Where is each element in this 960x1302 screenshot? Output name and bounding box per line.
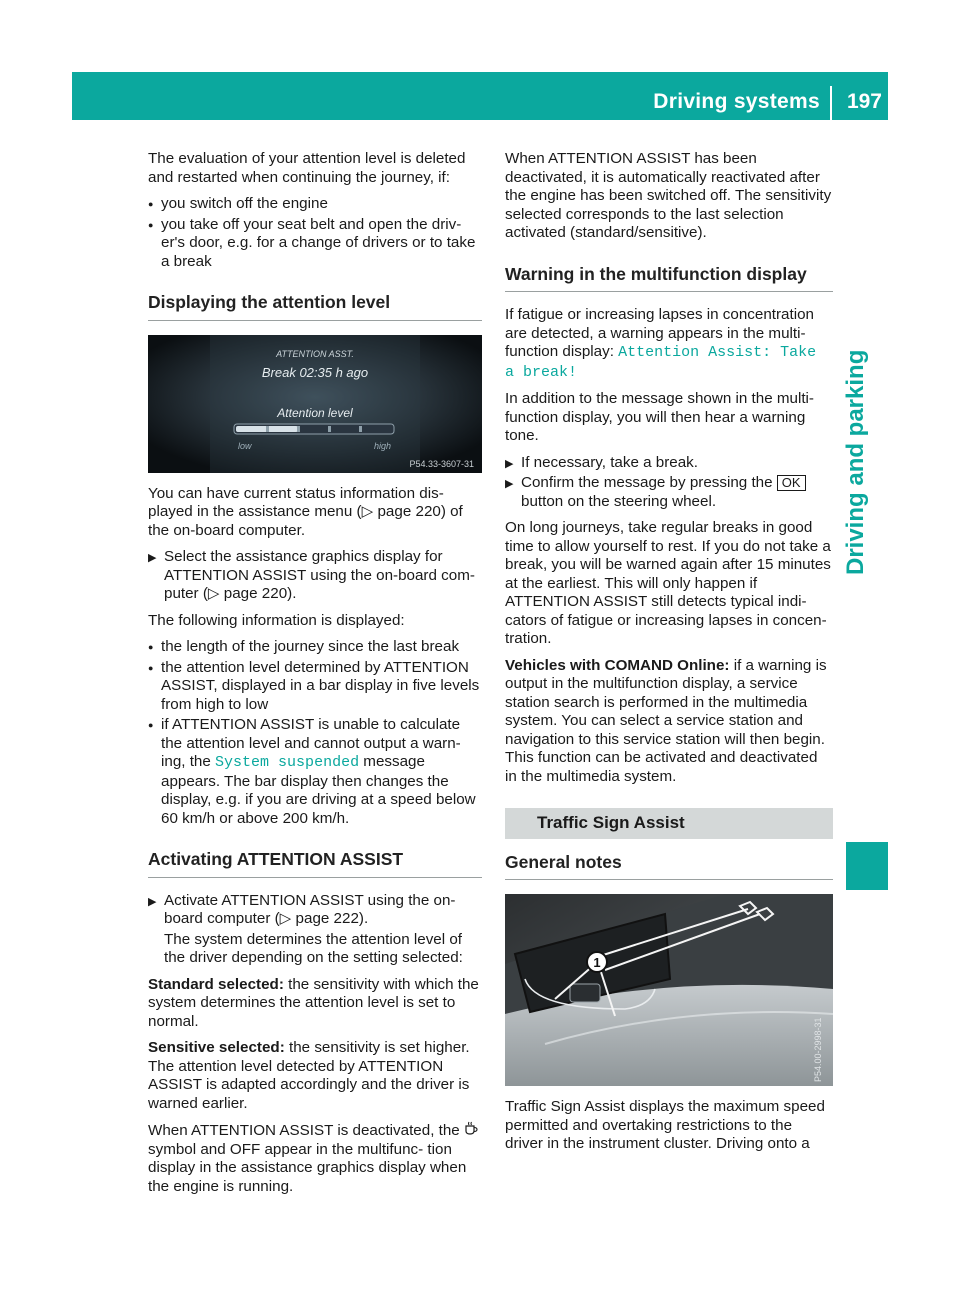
attention-assist-message: Attention Assist: Take a break! bbox=[505, 344, 817, 381]
list-item: ● the length of the journey since the last break bbox=[148, 638, 482, 657]
intro-paragraph: The evaluation of your attention level is deleted and restarted when continuing the journey, if: bbox=[148, 150, 466, 186]
instruction-step: ▶ Activate ATTENTION ASSIST using the on- board computer (▷ page 222). bbox=[148, 892, 482, 929]
display-title: ATTENTION ASST. bbox=[276, 348, 354, 359]
deactivated-pre: When ATTENTION ASSIST is deactivated, the bbox=[148, 1122, 464, 1139]
heading-displaying-attention-level: Displaying the attention level bbox=[148, 293, 482, 321]
figure-code: P54.33-3607-31 bbox=[409, 458, 474, 469]
callout-1: 1 bbox=[593, 955, 601, 970]
deactivated-post: symbol and OFF appear in the multifunc- tion display in the assistance graphics display when the engine is running. bbox=[148, 1140, 467, 1195]
instruction-step bbox=[505, 474, 833, 511]
tsa-paragraph: Traffic Sign Assist displays the maximum speed permitted and overtaking restrictions to the driver in the instrument cluster. Driving onto a bbox=[505, 1098, 825, 1152]
system-suspended-message: System suspended bbox=[215, 754, 360, 771]
heading-warning: Warning in the multifunction display bbox=[505, 265, 833, 293]
heading-general-notes: General notes bbox=[505, 853, 833, 881]
list-item: ● you take off your seat belt and open the driv- er's door, e.g. for a change of drivers or to take a break bbox=[148, 216, 482, 272]
standard-paragraph bbox=[148, 976, 482, 1032]
list-item: ● the attention level determined by ATTENTION ASSIST, displayed in a bar display in five levels from high to low bbox=[148, 659, 482, 715]
figure-code: P54.00-2998-31 bbox=[813, 1017, 823, 1082]
warning-pre: If fatigue or increasing lapses in concentration are detected, a warning appears in the multi- function display: bbox=[505, 306, 814, 360]
side-tab-label: Driving and parking bbox=[842, 349, 869, 575]
low-label: low bbox=[238, 440, 252, 451]
attention-level-figure bbox=[148, 335, 482, 473]
warning-paragraph bbox=[505, 306, 833, 382]
list-item: ● you switch off the engine bbox=[148, 195, 482, 214]
standard-label: Standard selected: bbox=[148, 975, 284, 993]
activate-result: The system determines the attention level of the driver depending on the setting selected: bbox=[164, 930, 463, 966]
attention-display-image bbox=[148, 335, 482, 473]
windscreen-camera-figure bbox=[505, 894, 833, 1086]
list-item bbox=[148, 716, 482, 828]
level-label: Attention level bbox=[277, 405, 353, 420]
car-camera-image bbox=[505, 894, 833, 1086]
bullet-text-pre: if ATTENTION ASSIST is unable to calculate the attention level and cannot output a warn- ing, the bbox=[161, 716, 461, 770]
right-column bbox=[505, 150, 833, 1162]
side-tab-marker bbox=[846, 842, 888, 890]
standard-text: the sensitivity with which the system determines the attention level is set to normal. bbox=[148, 975, 479, 1030]
following-paragraph: The following information is displayed: bbox=[148, 611, 405, 629]
display-paragraph: You can have current status information dis- played in the assistance menu (▷ page 220) of the on-board computer. bbox=[148, 484, 463, 539]
high-label: high bbox=[374, 440, 392, 451]
comand-label: Vehicles with COMAND Online: bbox=[505, 656, 730, 674]
header-bar bbox=[72, 72, 888, 120]
header-divider bbox=[830, 86, 832, 120]
coffee-cup-icon bbox=[464, 1122, 478, 1139]
ok-button-symbol: OK bbox=[777, 475, 806, 491]
section-band-traffic-sign-assist: Traffic Sign Assist bbox=[505, 808, 833, 839]
sensitive-label: Sensitive selected: bbox=[148, 1039, 285, 1056]
left-column bbox=[148, 150, 482, 1204]
break-text: Break 02:35 h ago bbox=[261, 364, 369, 380]
instruction-step: ▶ If necessary, take a break. bbox=[505, 454, 833, 473]
sensitive-text: the sensitivity is set higher. The attention level detected by ATTENTION ASSIST is adapted accordingly and the driver is warned earlier. bbox=[148, 1039, 470, 1112]
sensitive-paragraph bbox=[148, 1039, 482, 1113]
step-text-pre: Confirm the message by pressing the bbox=[521, 474, 777, 491]
step-text-post: button on the steering wheel. bbox=[521, 492, 717, 510]
section-title: Driving systems bbox=[653, 90, 820, 113]
warning-tone-paragraph: In addition to the message shown in the multi- function display, you will then hear a warning tone. bbox=[505, 390, 814, 444]
bullet-text-post: message appears. The bar display then changes the display, e.g. if you are driving at a speed below 60 km/h or above 200 km/h. bbox=[161, 753, 476, 827]
long-journeys-paragraph: On long journeys, take regular breaks in good time to allow yourself to rest. If you do not take a break, you will be warned again after 15 minutes at the earliest. This will only happen if ATTENTION ASSIST still detects typical indi- cators of fatigue or increasing lapses in concen- tration. bbox=[505, 519, 831, 647]
deactivated-paragraph bbox=[148, 1121, 482, 1196]
page-number: 197 bbox=[846, 90, 882, 113]
comand-text: if a warning is output in the multifunction display, a service station search is performed in the multimedia system. You can select a service station and navigation to this service station will then begin. This function can be activated and deactivated in the multimedia system. bbox=[505, 656, 827, 785]
instruction-step: ▶ Select the assistance graphics display for ATTENTION ASSIST using the on-board com- puter (▷ page 220). bbox=[148, 548, 482, 604]
heading-activating: Activating ATTENTION ASSIST bbox=[148, 850, 482, 878]
reactivated-paragraph: When ATTENTION ASSIST has been deactivated, it is automatically reactivated after the engine has been switched off. The sensitivity selected corresponds to the last selection activated (standard/sensitive). bbox=[505, 150, 832, 241]
comand-paragraph bbox=[505, 657, 833, 787]
